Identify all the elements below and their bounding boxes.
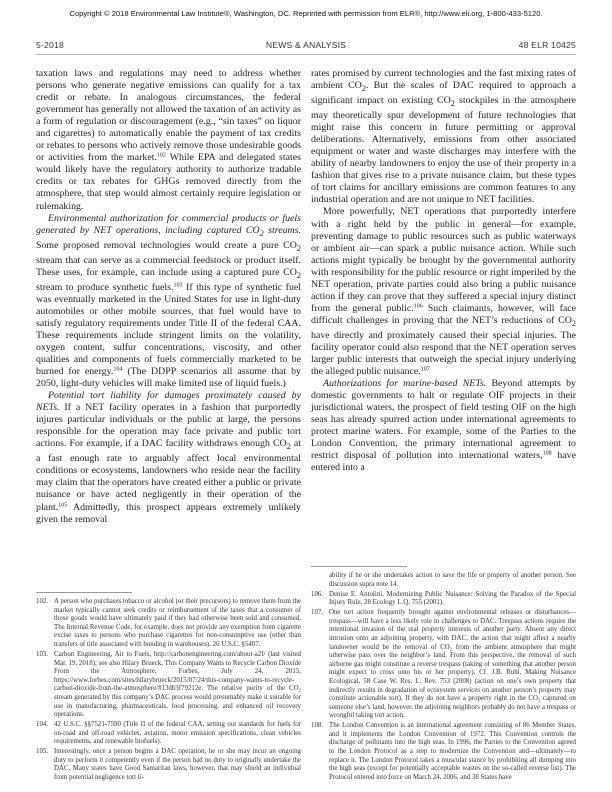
footnotes-right bbox=[311, 572, 576, 784]
footnote-number: 103. bbox=[36, 650, 49, 658]
paragraph: Environmental authorization for commercial products or fuels generated by NET operations, including captured $CO_2$ streams. Some proposed removal technologies would create a pure $CO_2$ stream that can serve as a commercial feedstock or product itself. These uses, for example, can include using a captured pure $CO_2$ stream to produce synthetic fuels.$^{103}$ If this type of synthetic fuel was eventually marketed in the United States for use in light-duty automobiles or other mobile sources, that fuel would have to satisfy regulatory requirements under Title II of the federal CAA. These requirements include stringent limits on the volatility, oxygen content, sulfur concentrations, viscosity, and other qualities and components of fuels commercially marketed to be burned for energy.$^{104}$ (The DDPP scenarios all assume that by 2050, light-duty vehicles will make limited use of liquid fuels.) bbox=[36, 212, 302, 390]
footnote-number: 104. bbox=[36, 721, 49, 729]
footnote-number: 102. bbox=[36, 598, 49, 605]
footnote-text: The London Convention is an international agreement consisting of 86 Member States, and it implements the London Convention of 1972. This Convention controls the discharge of pollutants into the high seas. In 1996, the Parties to the Convention agreed to the London Protocol as a step to modernize the Convention and—ultimately—to replace it. The London Protocol takes a muscular stance by prohibiting all dumping into the high seas (except for potentially acceptable wastes on the so-called reverse list). The Protocol entered into force on March 24, 2006, and 38 States have bbox=[329, 722, 576, 781]
footnotes-left bbox=[36, 598, 301, 784]
paragraph: Potential tort liability for damages proximately caused by NETs. If a NET facility operates in a fashion that purportedly injures particular individuals or the public at large, the persons responsible for the operation may face private and public tort actions. For example, if a DAC facility withdraws enough $CO_2$ at a fast enough rate to arguably affect local environmental conditions or ecosystems, landowners who reside near the facility may claim that the operators have created either a public or private nuisance or have acted negligently in their operation of the plant.$^{105}$ Admittedly, this prospect appears extremely unlikely given the removal bbox=[36, 390, 301, 525]
header-issue-date: 5-2018 bbox=[36, 40, 64, 50]
subheading: Potential tort liability for damages proximately caused by NETs. bbox=[36, 390, 301, 414]
footnote-ref[interactable]: 104 bbox=[113, 366, 123, 373]
subheading: Environmental authorization for commercial products or fuels generated by NET operations, including captured $CO_2$ streams. bbox=[36, 212, 301, 238]
footnote-text: Interestingly, once a person begins a DAC operation, he or she may incur an ongoing duty to perform it competently even if the person had no duty to originally undertake the DAC. Many states have Good Samaritan laws, however, that may shield an individual from potential negligence tort li- bbox=[54, 748, 301, 782]
footnote bbox=[36, 598, 301, 650]
footnote-number: 105. bbox=[36, 748, 49, 756]
footnote-rule bbox=[311, 566, 407, 567]
paragraph: Authorizations for marine-based NETs. Beyond attempts by domestic governments to halt or regulate OIF projects in their jurisdictional waters, the prospect of field testing OIF on the high seas has already spurred action under international agreements to protect marine waters. For example, some of the Parties to the London Convention, the primary international agreement to restrict disposal of pollution into international waters,$^{108}$ have entered into a bbox=[311, 378, 576, 474]
footnote-ref[interactable]: 102 bbox=[156, 152, 166, 159]
footnote-text: 42 U.S.C. §§7521-7590 (Title II of the federal CAA, setting out standards for fuels for on-road and off-road vehicles, aviation, motor emission specifications, clean vehicles requirements, and renewable biofuels). bbox=[54, 721, 301, 746]
header-page-citation: 48 ELR 10425 bbox=[518, 40, 576, 50]
header-section-title: NEWS & ANALYSIS bbox=[265, 40, 347, 50]
paragraph: rates promised by current technologies and the fast mixing rates of ambient $CO_2$. But the scales of DAC required to approach a significant impact on existing $CO_2$ stockpiles in the atmosphere may theoretically spur development of future technologies that might raise this concern in future permitting or approval deliberations. Alternatively, emissions from other associated equipment or water and waste discharges may interfere with the ability of nearby landowners to enjoy the use of their property in a fashion that gives rise to a private nuisance claim, but these types of tort claims for ancillary emissions are common features to any industrial operation and are not unique to NET facilities. bbox=[311, 68, 577, 206]
left-column bbox=[36, 68, 301, 526]
copyright-notice: Copyright © 2018 Environmental Law Institute®, Washington, DC. Reprinted with permission from ELR®, http://www.eli.org, 1-800-433-5120. bbox=[69, 9, 543, 18]
footnote bbox=[36, 748, 301, 782]
footnote-continuation: ability if he or she undertakes action to save the life or property of another person. See discussion supra note 14. bbox=[329, 572, 576, 588]
footnote-number: 108. bbox=[311, 722, 324, 730]
footnote bbox=[311, 591, 576, 608]
running-header bbox=[36, 40, 576, 52]
footnote-rule bbox=[36, 592, 132, 593]
footnote bbox=[311, 609, 576, 721]
footnote-ref[interactable]: 106 bbox=[413, 303, 423, 310]
footnote-text: Denise E. Antolini, Modernizing Public Nuisance: Solving the Paradox of the Special Injury Rule, 28 Ecology L.Q. 755 (2001). bbox=[329, 590, 576, 607]
footnote-text: One tort action frequently brought against environmental releases or disturbances—trespass—will have a less likely role in challenges to DAC. Trespass actions require the intentional invasion of the real property interests of another party. Absent any direct intrusion onto an adjoining property, with DAC, the action that might affect a nearby landowner would be the removal of CO₂ from the ambient atmosphere that might otherwise pass over the neighbor’s land. From this perspective, the removal of such airborne gas might constitute a reverse trespass (taking of something that another person might expect to cross onto his or her property). Cf. J.B. Ruhl, Making Nuisance Ecological, 58 Case W. Res. L. Rev. 753 (2008) (action on one’s own property that indirectly results in degradation of ecosystem services on another person’s property may constitute actionable tort). If they do not have a property right in the CO₂ captured on someone else’s land, however, the adjoining neighbors probably do not have a trespass or wrongful taking tort action. bbox=[329, 609, 576, 720]
footnote-number: 106. bbox=[311, 590, 324, 598]
footnote-ref[interactable]: 105 bbox=[58, 502, 68, 509]
paragraph: taxation laws and regulations may need to address whether persons who generate negative emissions can qualify for a tax credit or rebate. In analogous circumstances, the federal government has generally not allowed the taxation of an activity as a form of regulation or discouragement (e.g., “sin taxes” on liquor and cigarettes) to automatically enable the payment of tax credits or rebates to persons who actively remove those undesirable goods or activities from the market.$^{102}$ While EPA and delegated states would likely have the regulatory authority to authorize tradable credits or tax rebates for GHGs removed directly from the atmosphere, that step would almost certainly require legislation or rulemaking. bbox=[36, 68, 301, 212]
footnote bbox=[36, 721, 301, 747]
header-rule bbox=[36, 54, 576, 55]
right-column bbox=[311, 68, 576, 474]
footnote-ref[interactable]: 107 bbox=[420, 366, 430, 373]
footnote-ref[interactable]: 103 bbox=[173, 282, 183, 289]
footnote bbox=[311, 722, 576, 782]
paragraph: More powerfully, NET operations that purportedly interfere with a right held by the public in general—for example, preventing damage to public resources such as public waterways or ambient air—can spark a public nuisance action. While such actions might typically be brought by the governmental authority with responsibility for the public resource or right imperiled by the NET operation, private parties could also bring a public nuisance action if they can prove that they suffered a special injury distinct from the general public.$^{106}$ Such claimants, however, will face difficult challenges in proving that the NET’s reductions of $CO_2$ have directly and proximately caused their special injuries. The facility operator could also respond that the NET operation serves larger public interests that outweigh the special injury underlying the alleged public nuisance.$^{107}$ bbox=[311, 206, 577, 378]
footnote-text: Carbon Engineering, Air to Fuels, http://carbonengineering.com/about-a2f/ (last visited Mar. 19, 2018); see also Hilary Brueck, This Company Wants to Recycle Carbon Dioxide From the Atmosphere, Forbes, July 24, 2015, https://www.forbes.com/sites/hilarybrueck/2015/07/24/this-company-wants-to-recycle-carbon-dioxide-from-the-atmosphere/#13db3f79212e. The relative purity of the CO₂ stream generated by this company’s DAC process would presumably make it suitable for use in manufacturing, pharmaceuticals, food processing, and enhanced oil recovery operations. bbox=[54, 650, 301, 719]
footnote-text: A person who purchases tobacco or alcohol (or their precursors) to remove them from the market typically cannot seek credits or reimbursement of the taxes that a consumer of those goods would have ultimately paid if they had otherwise been sold and consumed. The Internal Revenue Code, for example, does not provide any exemption from cigarette excise taxes to persons who purchase cigarettes for non-consumptive use (other than transfers of title associated with bonding in warehouses). 26 U.S.C. §5407. bbox=[54, 598, 301, 648]
footnote-ref[interactable]: 108 bbox=[542, 450, 552, 457]
footnote-number: 107. bbox=[311, 609, 324, 617]
subheading: Authorizations for marine-based NETs. bbox=[323, 378, 487, 390]
footnote bbox=[36, 651, 301, 720]
